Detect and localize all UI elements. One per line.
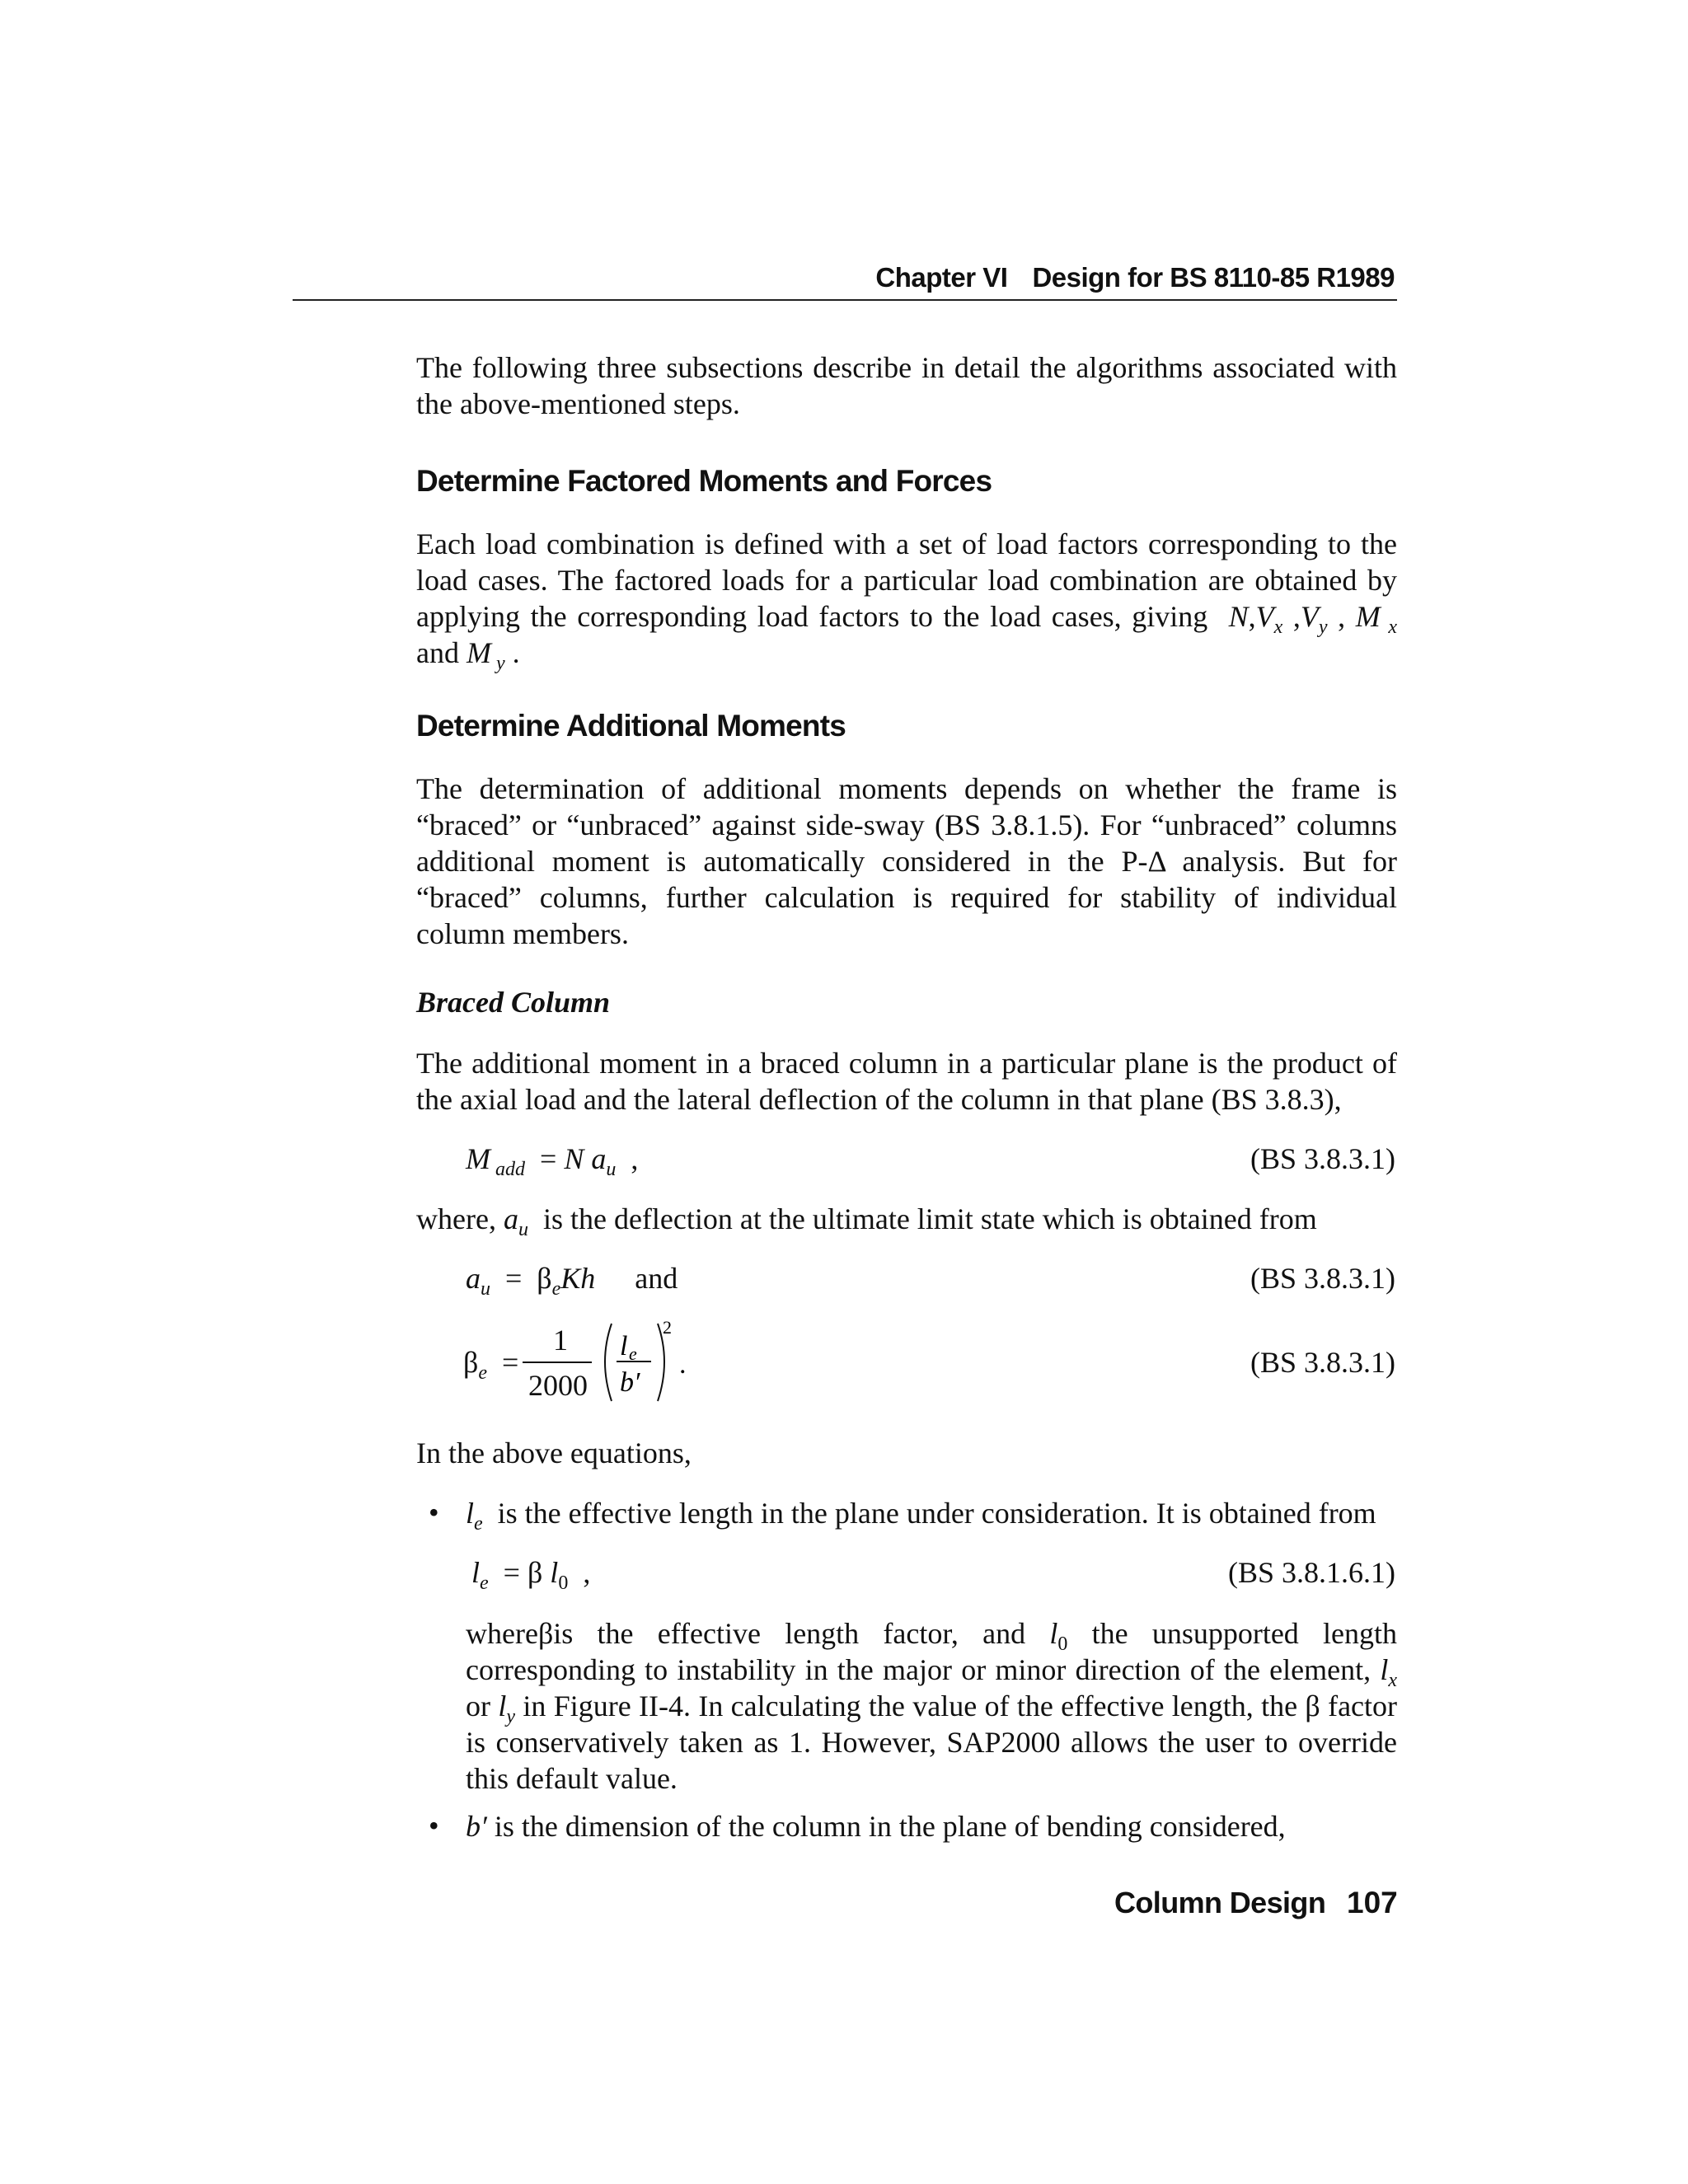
section-heading-additional-moments: Determine Additional Moments [416,709,846,743]
ratio-period: . [679,1349,687,1380]
equation-m-add: M $_{add}$ = N $a_u$ , [466,1142,639,1181]
equation-au-and: and [635,1262,678,1295]
fraction-numerator: 1 [553,1324,568,1357]
section1-and: and [416,636,459,669]
fraction-bar [523,1361,592,1363]
where-text: is the deflection at the ultimate limit state which is obtained from [542,1202,1317,1235]
where-au-line [416,1201,1397,1241]
section1-my: M $_y$ . [466,636,520,675]
bullet1-text: is the effective length in the plane under consideration. It is obtained from [497,1497,1376,1530]
b1-unsupported-text: the unsupported length corresponding to instability in the major or minor direction of the element, [466,1617,1398,1686]
bullet1-le: $l_e$ [466,1497,483,1535]
chapter-label: Chapter VI [875,262,1008,293]
above-equations-line: In the above equations, [416,1436,692,1469]
b1-or: or [466,1690,490,1722]
ratio-b-prime: b′ [620,1367,640,1398]
equation-beta-e-ref: (BS 3.8.3.1) [1250,1346,1395,1379]
b1-where: where [466,1617,538,1650]
section1-paragraph [416,526,1398,675]
equation-beta-e-lhs: $\beta_e$ = [463,1346,519,1385]
bullet2-line [466,1808,1397,1844]
intro-paragraph: The following three subsections describe in detail the algorithms associated with the above-mentioned steps. [416,351,1397,420]
bullet2-text: is the dimension of the column in the plane of bending considered, [494,1810,1286,1843]
section1-symbols: $N,V_x$ $,V_y$ , M $_x$ [1228,600,1398,639]
bullet1-paragraph: whereβis the effective length factor, and $l_0$ the unsupported length corresponding to instability in the major or minor direction of the element, $l_x$ or $l_y$ in Figure II-4. In calculating the value of the effective length, the β factor is conservatively taken as 1. However, SAP2000 allows the user to override this default value. [466,1617,1398,1795]
section2-paragraph: The determination of additional moments depends on whether the frame is “braced” or “unbraced” against side-sway (BS 3.8.1.5). For “unbraced” columns additional moment is automatically considered in the P-Δ analysis. But for “braced” columns, further calculation is required for stability of individual column members. [416,772,1397,950]
equation-au: $a_u = \beta_eKh$ and [466,1262,678,1301]
footer-section-title: Column Design [1114,1886,1326,1919]
bullet-marker-1: • [429,1496,439,1529]
ratio-exponent: 2 [663,1319,672,1338]
subheading-braced-column: Braced Column [416,986,611,1019]
equation-le-ref: (BS 3.8.1.6.1) [1227,1556,1395,1589]
ratio-le-sub: e [629,1343,637,1364]
running-header [293,262,1397,301]
bullet2-b-prime: b′ [466,1810,487,1843]
ratio-le: l [620,1331,628,1361]
section1-text: Each load combination is defined with a set of load factors corresponding to the load cases. The factored loads for a particular load combination are obtained by applying the corresponding load factors to the load cases, giving [416,527,1397,633]
braced-paragraph: The additional moment in a braced column in a particular plane is the product of the axial load and the lateral deflection of the column in that plane (BS 3.8.3), [416,1047,1397,1116]
equation-au-ref: (BS 3.8.3.1) [1250,1262,1395,1295]
left-paren [605,1324,612,1401]
page-number: 107 [1347,1886,1398,1919]
b1-default-text: factor is conservatively taken as 1. However, SAP2000 allows the user to override this default value. [466,1690,1398,1795]
bullet-marker-2: • [429,1809,439,1842]
chapter-title: Design for BS 8110-85 R1989 [1032,262,1395,293]
b1-figure-text: in Figure II-4. In calculating the value of the effective length, the [523,1690,1298,1722]
where-prefix: where, $a_u$ [416,1202,528,1241]
section-heading-factored-moments: Determine Factored Moments and Forces [416,464,992,498]
b1-factor-text: is the effective length factor, and [553,1617,1026,1650]
equation-le: $l_e = \beta$ $l_0$ , [471,1556,591,1595]
fraction-denominator: 2000 [528,1369,588,1402]
bracketed-ratio [593,1319,692,1409]
equation-m-add-ref: (BS 3.8.3.1) [1250,1142,1395,1175]
bullet1-first-line [466,1495,1397,1535]
